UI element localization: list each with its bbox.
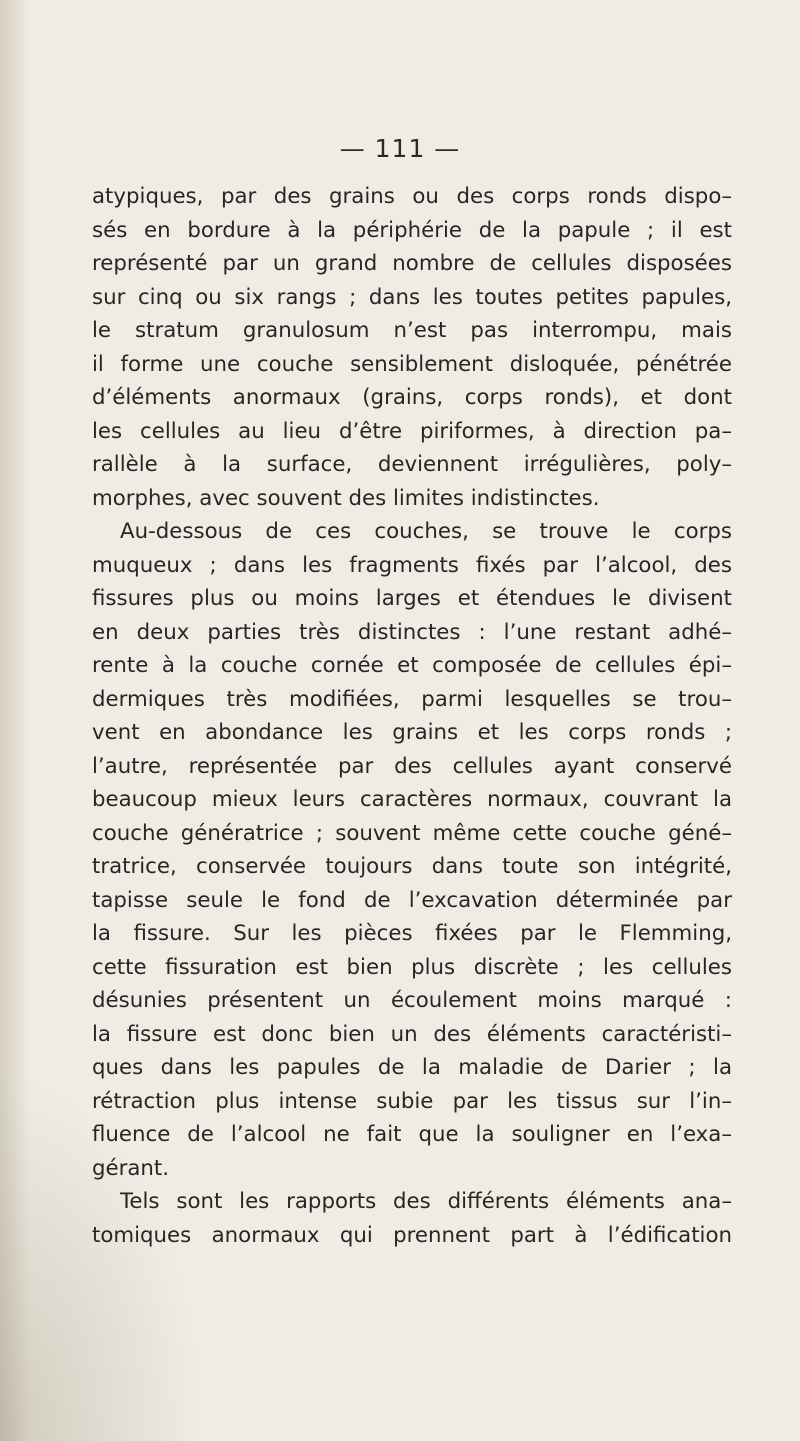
text-line: rente à la couche cornée et composée de cellules épi– bbox=[92, 653, 732, 678]
text-line: gérant. bbox=[92, 1155, 170, 1181]
text-line: en deux parties très distinctes : l’une restant adhé– bbox=[92, 619, 732, 645]
text-line: la fissure. Sur les pièces fixées par le Flemming, bbox=[92, 921, 732, 946]
body-text bbox=[92, 180, 732, 1252]
text-line: Tels sont les rapports des différents éléments ana– bbox=[120, 1189, 732, 1214]
text-line: tomiques anormaux qui prennent part à l’édification bbox=[92, 1222, 732, 1248]
text-line: fissures plus ou moins larges et étendues le divisent bbox=[92, 586, 732, 611]
text-line: dermiques très modifiées, parmi lesquelles se trou– bbox=[92, 686, 732, 712]
text-line: fluence de l’alcool ne fait que la souligner en l’exa– bbox=[92, 1122, 732, 1147]
text-line: la fissure est donc bien un des éléments caractéristi– bbox=[92, 1021, 732, 1047]
text-line: les cellules au lieu d’être piriformes, à direction pa– bbox=[92, 418, 732, 444]
text-line: muqueux ; dans les fragments fixés par l’alcool, des bbox=[92, 552, 732, 578]
text-line: morphes, avec souvent des limites indistinctes. bbox=[92, 485, 600, 511]
text-line: représenté par un grand nombre de cellules disposées bbox=[92, 251, 732, 276]
text-line: rétraction plus intense subie par les tissus sur l’in– bbox=[92, 1088, 732, 1114]
page-number: — 111 — bbox=[339, 134, 461, 163]
text-line: Au-dessous de ces couches, se trouve le corps bbox=[120, 519, 732, 544]
text-line: d’éléments anormaux (grains, corps ronds), et dont bbox=[92, 385, 732, 410]
text-line: tratrice, conservée toujours dans toute son intégrité, bbox=[92, 854, 732, 879]
text-line: sés en bordure à la périphérie de la papule ; il est bbox=[92, 217, 732, 243]
text-line: cette fissuration est bien plus discrète ; les cellules bbox=[92, 954, 732, 980]
text-line: il forme une couche sensiblement disloquée, pénétrée bbox=[92, 351, 732, 377]
text-line: tapisse seule le fond de l’excavation déterminée par bbox=[92, 887, 732, 913]
text-line: atypiques, par des grains ou des corps ronds dispo– bbox=[92, 184, 732, 209]
text-line: couche génératrice ; souvent même cette couche géné– bbox=[92, 820, 732, 846]
text-line: vent en abondance les grains et les corps ronds ; bbox=[92, 720, 732, 745]
text-line: sur cinq ou six rangs ; dans les toutes petites papules, bbox=[92, 284, 732, 310]
text-line: ques dans les papules de la maladie de Darier ; la bbox=[92, 1055, 732, 1080]
text-line: désunies présentent un écoulement moins marqué : bbox=[92, 988, 732, 1013]
text-line: l’autre, représentée par des cellules ayant conservé bbox=[92, 753, 732, 779]
text-line: le stratum granulosum n’est pas interrompu, mais bbox=[92, 318, 732, 343]
text-line: beaucoup mieux leurs caractères normaux, couvrant la bbox=[92, 787, 732, 812]
text-line: rallèle à la surface, deviennent irrégulières, poly– bbox=[92, 452, 732, 477]
